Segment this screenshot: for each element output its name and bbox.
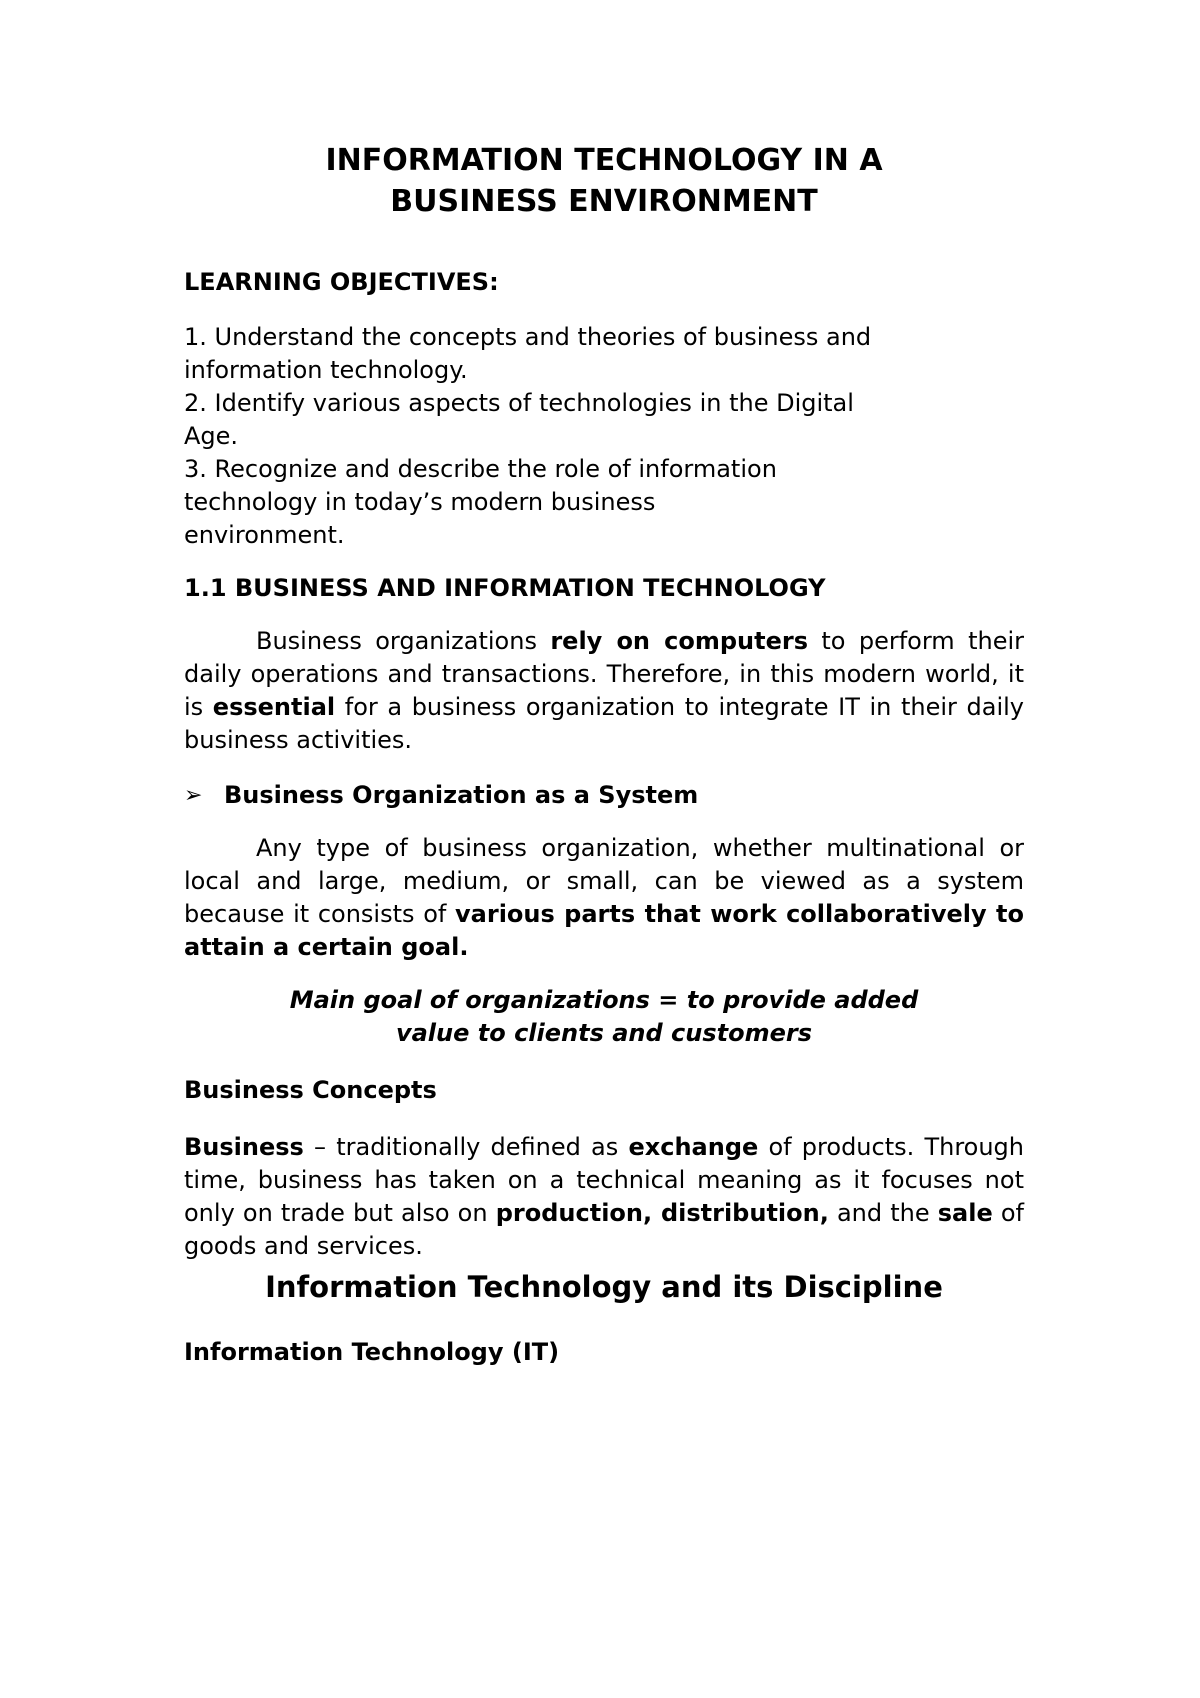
para-text: and the <box>828 1199 938 1227</box>
document-page <box>184 140 1024 1393</box>
document-title <box>184 140 1024 222</box>
objective-3-line-1: 3. Recognize and describe the role of information <box>184 455 777 483</box>
para-text: – traditionally defined as <box>303 1133 629 1161</box>
main-goal-statement <box>184 984 1024 1050</box>
business-definition-paragraph <box>184 1131 1024 1263</box>
learning-objectives-heading: LEARNING OBJECTIVES: <box>184 268 499 296</box>
objective-2-line-2: Age. <box>184 422 239 450</box>
para-bold: various parts that work collaboratively to attain a certain goal. <box>184 900 1024 961</box>
para-bold: essential <box>212 693 336 721</box>
business-concepts-heading: Business Concepts <box>184 1076 437 1104</box>
it-subheading: Information Technology (IT) <box>184 1338 560 1366</box>
it-discipline-heading: Information Technology and its Discipline <box>265 1270 943 1304</box>
para-text: of goods and services. <box>184 1199 1025 1260</box>
goal-line-2: value to clients and customers <box>395 1019 813 1047</box>
para-bold: exchange <box>628 1133 759 1161</box>
para-bold: Business <box>184 1133 304 1161</box>
objective-3-line-2: technology in today’s modern business <box>184 488 656 516</box>
objective-1-line-2: information technology. <box>184 356 468 384</box>
para-text: to perform their daily operations and transactions. Therefore, in this modern world, it is <box>184 627 1024 721</box>
learning-objectives-list <box>184 321 1024 552</box>
para-text: of products. Through time, business has taken on a technical meaning as it focuses not only on trade but also on <box>184 1133 1024 1227</box>
title-line-2: BUSINESS ENVIRONMENT <box>390 184 818 219</box>
system-paragraph <box>184 832 1024 964</box>
para-text: for a business organization to integrate IT in their daily business activities. <box>184 693 1024 754</box>
goal-line-1: Main goal of organizations = to provide added <box>289 986 919 1014</box>
para-bold: production, distribution, <box>495 1199 829 1227</box>
section-1-1-heading: 1.1 BUSINESS AND INFORMATION TECHNOLOGY <box>184 574 826 602</box>
arrow-bullet-icon: ➢ <box>184 783 203 808</box>
objective-1-line-1: 1. Understand the concepts and theories of business and <box>184 323 872 351</box>
system-heading <box>184 779 1024 812</box>
para-text: Any type of business organization, whether multinational or local and large, medium, or small, can be viewed as a system because it consists of <box>184 834 1024 928</box>
title-line-1: INFORMATION TECHNOLOGY IN A <box>325 143 883 178</box>
objective-2-line-1: 2. Identify various aspects of technologies in the Digital <box>184 389 854 417</box>
objective-3-line-3: environment. <box>184 521 345 549</box>
para-bold: rely on computers <box>550 627 808 655</box>
para-text: Business organizations <box>256 627 551 655</box>
section-1-1-paragraph <box>184 625 1024 757</box>
system-heading-text: Business Organization as a System <box>224 781 699 809</box>
para-bold: sale <box>937 1199 993 1227</box>
